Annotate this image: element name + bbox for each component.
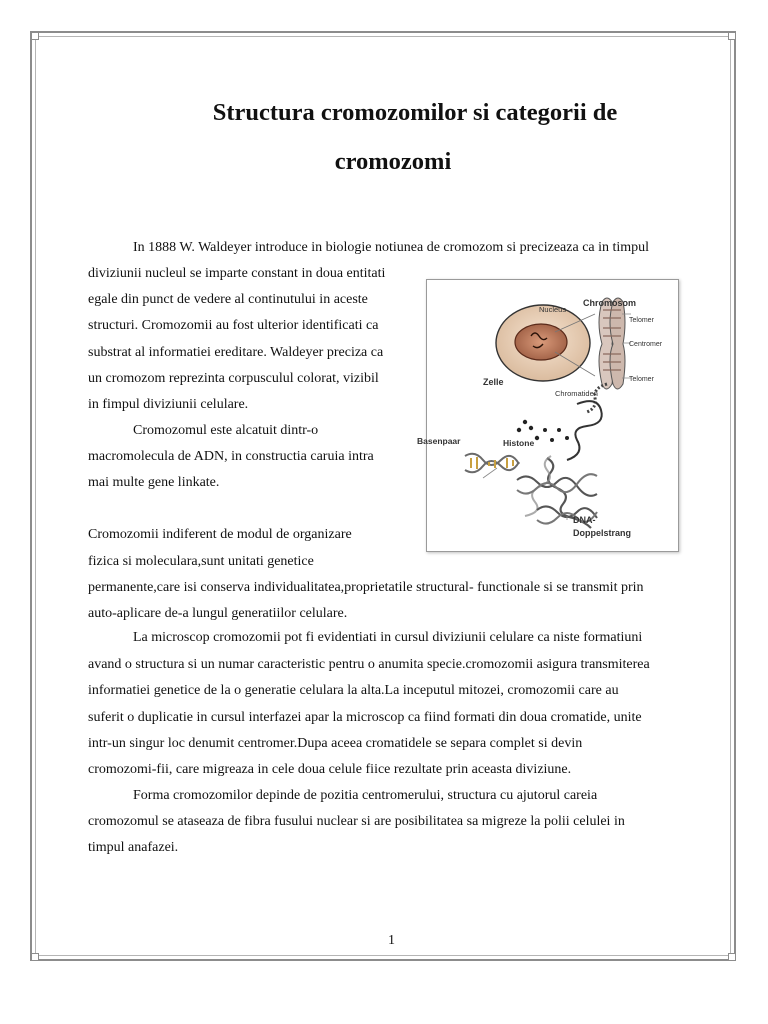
page-title-line-2: cromozomi bbox=[334, 148, 452, 175]
label-chromatiden: Chromatiden bbox=[555, 389, 598, 398]
paragraph-line: avand o structura si un numar caracteristic pentru o anumita specie.cromozomii asigura transmiterea bbox=[88, 657, 650, 672]
label-nucleus: Nucleus bbox=[539, 305, 567, 314]
paragraph-line: structuri. Cromozomii au fost ulterior identificati ca bbox=[88, 318, 379, 333]
paragraph-line: timpul anafazei. bbox=[88, 840, 179, 855]
corner-ornament-top-right bbox=[728, 32, 736, 40]
paragraph-line: permanente,care isi conserva individualitatea,proprietatile structural- functionale si se transmit prin bbox=[88, 580, 644, 595]
label-dna: DNA- bbox=[573, 515, 596, 525]
paragraph-line: informatiei genetice de la o generatie celulara la alta.La inceputul mitozei, cromozomii care au bbox=[88, 683, 619, 698]
paragraph-line: fizica si moleculara,sunt unitati genetice bbox=[88, 554, 314, 569]
page-number: 1 bbox=[388, 933, 395, 948]
label-doppelstrang: Doppelstrang bbox=[573, 528, 632, 538]
paragraph-line: In 1888 W. Waldeyer introduce in biologie notiunea de cromozom si precizeaza ca in timpul bbox=[133, 240, 650, 255]
paragraph-line: mai multe gene linkate. bbox=[88, 475, 220, 490]
paragraph-line: diviziunii nucleul se imparte constant in doua entitati bbox=[88, 266, 386, 281]
paragraph-line: auto-aplicare de-a lungul generatiilor celulare. bbox=[88, 606, 348, 621]
label-basenpaar: Basenpaar bbox=[417, 436, 461, 446]
paragraph-line: egale din punct de vedere al continutului in aceste bbox=[88, 292, 368, 307]
paragraph-line: cromozomul se ataseaza de fibra fusului nuclear si are posibilitatea sa migreze la polii celulei in bbox=[88, 814, 625, 829]
paragraph-line: cromozomi-fii, care migreaza in cele doua celule fiice rezultate prin aceasta diviziune. bbox=[88, 762, 572, 777]
corner-ornament-top-left bbox=[31, 32, 39, 40]
label-histone: Histone bbox=[503, 438, 535, 448]
paragraph-line: La microscop cromozomii pot fi evidentiati in cursul diviziunii celulare ca niste formatiuni bbox=[133, 630, 643, 645]
label-chromosom: Chromosom bbox=[583, 298, 637, 308]
paragraph-line: Forma cromozomilor depinde de pozitia centromerului, structura cu ajutorul careia bbox=[133, 788, 598, 803]
corner-ornament-bottom-right bbox=[728, 953, 736, 961]
paragraph-line: un cromozom reprezinta corpusculul colorat, vizibil bbox=[88, 371, 379, 386]
paragraph-line: macromolecula de ADN, in constructia caruia intra bbox=[88, 449, 374, 464]
label-telomer-top: Telomer bbox=[629, 317, 654, 324]
label-zelle: Zelle bbox=[483, 377, 504, 387]
paragraph-line: intr-un singur loc denumit centromer.Dupa aceea cromatidele se separa complet si devin bbox=[88, 736, 583, 751]
corner-ornament-bottom-left bbox=[31, 953, 39, 961]
chromosome-structure-figure bbox=[417, 279, 679, 552]
paragraph-line: Cromozomul este alcatuit dintr-o bbox=[133, 423, 319, 438]
paragraph-line: substrat al informatiei ereditare. Waldeyer preciza ca bbox=[88, 345, 384, 360]
label-centromer: Centromer bbox=[629, 341, 663, 348]
paragraph-line: suferit o duplicatie in cursul interfazei apar la microscop ca fiind formati din doua cromatide, unite bbox=[88, 710, 642, 725]
page-title-line-1: Structura cromozomilor si categorii de bbox=[212, 99, 618, 126]
paragraph-line: Cromozomii indiferent de modul de organizare bbox=[88, 527, 352, 542]
paragraph-line: in fimpul diviziunii celulare. bbox=[88, 397, 249, 412]
label-telomer-bottom: Telomer bbox=[629, 376, 654, 383]
